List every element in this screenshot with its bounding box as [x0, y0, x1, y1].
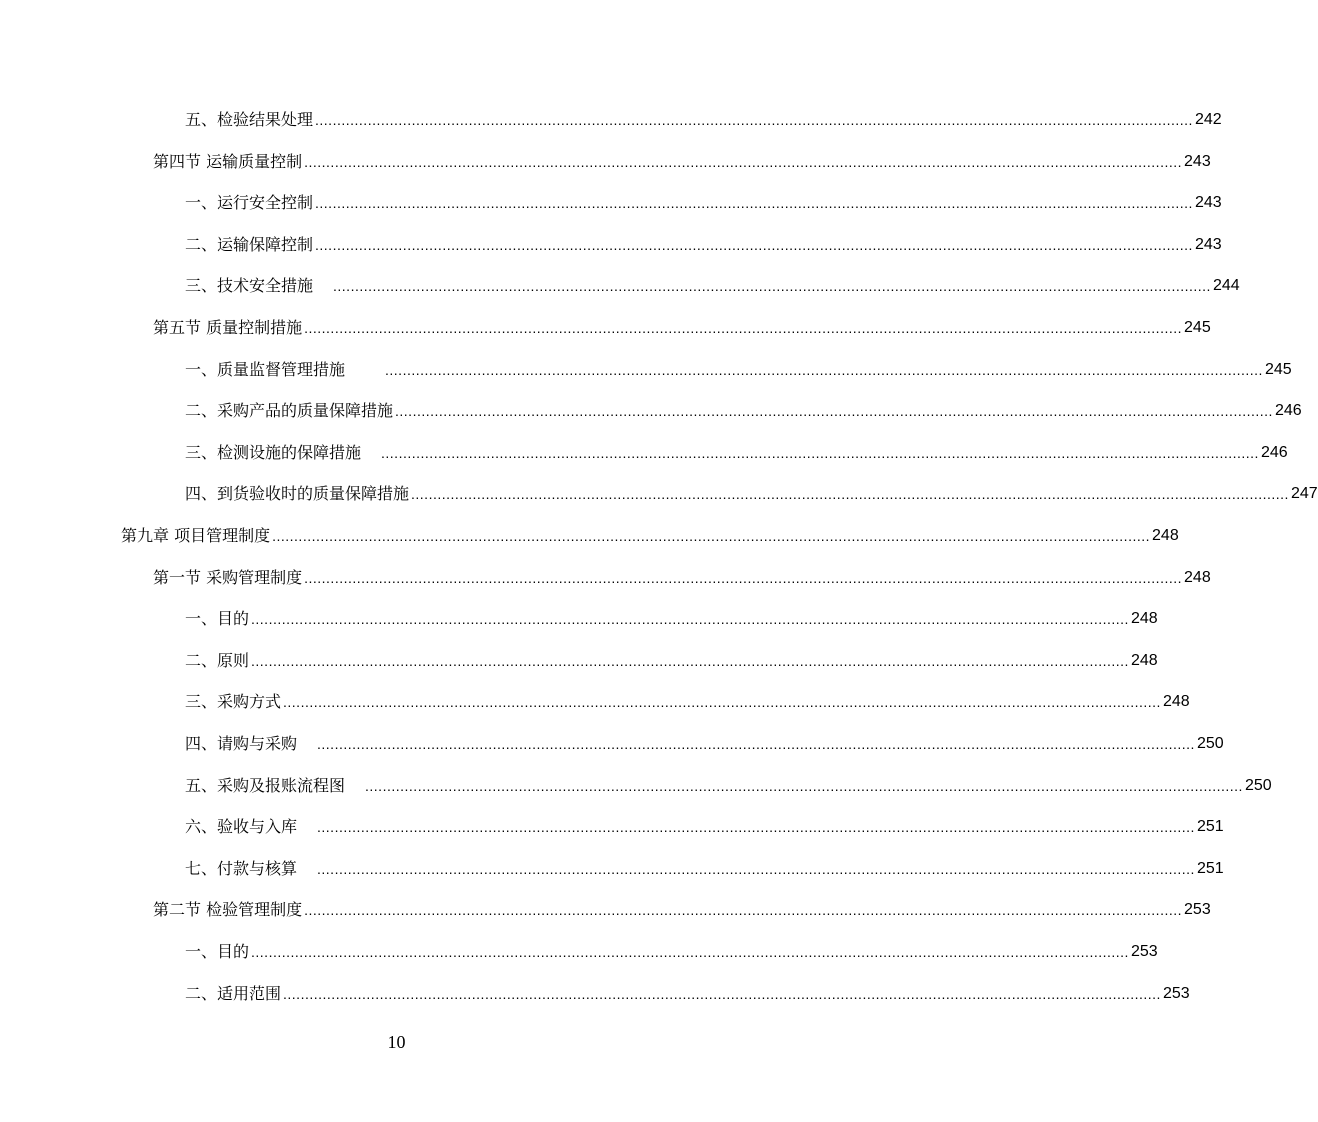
- toc-entry-page: 243: [1194, 194, 1222, 212]
- toc-entry[interactable]: [185, 936, 1158, 962]
- toc-entry[interactable]: [185, 978, 1190, 1004]
- toc-leader-dots: ........................................................................................................................................................................................................: [395, 403, 1273, 420]
- toc-leader-dots: ........................................................................................................................................................................................................: [304, 569, 1183, 586]
- toc-entry-page: 243: [1184, 152, 1211, 170]
- toc-entry-page: 248: [1162, 693, 1190, 711]
- toc-entry-page: 253: [1184, 901, 1211, 919]
- toc-entry-title: 三、检测设施的保障措施: [185, 442, 362, 462]
- toc-entry-page: 245: [1184, 319, 1211, 336]
- toc-entry-title: 七、付款与核算: [185, 858, 298, 878]
- toc-entry-title: 第一节 采购管理制度: [153, 567, 303, 587]
- toc-entry-page: 251: [1196, 859, 1224, 877]
- toc-leader-dots: ........................................................................................................................................................................................................: [317, 736, 1195, 752]
- toc-entry-title: 一、运行安全控制: [185, 193, 314, 213]
- toc-entry[interactable]: [153, 562, 1211, 588]
- toc-entry-title: 二、采购产品的质量保障措施: [185, 401, 394, 421]
- toc-entry-title: 二、适用范围: [185, 983, 282, 1003]
- toc-leader-dots: ........................................................................................................................................................................................................: [411, 486, 1289, 503]
- toc-entry[interactable]: [185, 686, 1190, 712]
- toc-entry[interactable]: [185, 187, 1222, 213]
- toc-leader-dots: ........................................................................................................................................................................................................: [283, 985, 1161, 1002]
- toc-leader-dots: ........................................................................................................................................................................................................: [304, 320, 1183, 336]
- page-number: 10: [387, 1032, 406, 1052]
- toc-entry-title: 第九章 项目管理制度: [121, 526, 271, 545]
- toc-entry[interactable]: [185, 229, 1222, 255]
- toc-entry[interactable]: [153, 312, 1211, 338]
- toc-entry[interactable]: [185, 354, 1292, 380]
- toc-entry-title: 一、质量监督管理措施: [185, 359, 346, 379]
- toc-entry-title: 第二节 检验管理制度: [153, 900, 303, 920]
- toc-leader-dots: ........................................................................................................................................................................................................: [381, 444, 1259, 461]
- toc-entry-page: 248: [1152, 527, 1179, 544]
- toc-entry-title: 二、运输保障控制: [185, 234, 314, 254]
- toc-entry-page: 250: [1196, 735, 1224, 752]
- toc-leader-dots: ........................................................................................................................................................................................................: [251, 944, 1129, 960]
- toc-leader-dots: ........................................................................................................................................................................................................: [315, 236, 1193, 253]
- toc-entry[interactable]: [185, 270, 1240, 296]
- toc-entry-title: 第四节 运输质量控制: [153, 151, 303, 171]
- toc-leader-dots: ........................................................................................................................................................................................................: [272, 528, 1151, 544]
- toc-entry-title: 三、技术安全措施: [185, 276, 314, 296]
- toc-entry-title: 五、检验结果处理: [185, 110, 314, 129]
- toc-entry-page: 248: [1130, 651, 1158, 669]
- toc-entry-page: 242: [1194, 111, 1222, 128]
- toc-entry-title: 一、目的: [185, 609, 250, 629]
- toc-leader-dots: ........................................................................................................................................................................................................: [365, 777, 1243, 794]
- toc-entry-page: 246: [1260, 443, 1288, 461]
- toc-entry[interactable]: [185, 104, 1222, 130]
- toc-entry-page: 243: [1194, 235, 1222, 253]
- toc-entry-page: 246: [1274, 402, 1302, 420]
- toc-entry-page: 248: [1184, 568, 1211, 586]
- toc-entry-title: 四、请购与采购: [185, 734, 298, 753]
- toc-entry-page: 247: [1290, 485, 1318, 503]
- toc-leader-dots: ........................................................................................................................................................................................................: [317, 819, 1195, 836]
- toc-leader-dots: ........................................................................................................................................................................................................: [304, 902, 1183, 919]
- toc-leader-dots: ........................................................................................................................................................................................................: [317, 860, 1195, 877]
- toc-leader-dots: ........................................................................................................................................................................................................: [304, 153, 1183, 170]
- toc-entry[interactable]: [185, 603, 1158, 629]
- toc-entry-page: 253: [1130, 943, 1158, 960]
- toc-entry[interactable]: [153, 894, 1211, 920]
- toc-leader-dots: ........................................................................................................................................................................................................: [251, 611, 1129, 628]
- toc-entry-page: 245: [1264, 360, 1292, 378]
- toc-entry[interactable]: [185, 811, 1224, 837]
- toc-leader-dots: ........................................................................................................................................................................................................: [333, 278, 1211, 295]
- toc-entry[interactable]: [185, 853, 1224, 879]
- toc-entry-page: 253: [1162, 984, 1190, 1002]
- toc-entry-title: 第五节 质量控制措施: [153, 318, 303, 337]
- toc-entry[interactable]: [185, 478, 1318, 504]
- toc-entry-title: 四、到货验收时的质量保障措施: [185, 484, 410, 504]
- toc-leader-dots: ........................................................................................................................................................................................................: [251, 652, 1129, 669]
- toc-entry[interactable]: [185, 770, 1272, 796]
- toc-entry-title: 五、采购及报账流程图: [185, 775, 346, 795]
- toc-entry[interactable]: [185, 728, 1224, 754]
- toc-entry[interactable]: [153, 146, 1211, 172]
- toc-entry[interactable]: [121, 520, 1179, 546]
- toc-leader-dots: ........................................................................................................................................................................................................: [283, 694, 1161, 711]
- toc-entry-page: 250: [1244, 776, 1272, 794]
- toc-leader-dots: ........................................................................................................................................................................................................: [315, 195, 1193, 212]
- toc-entry-page: 248: [1130, 610, 1158, 628]
- toc-entry[interactable]: [185, 395, 1302, 421]
- toc-entry[interactable]: [185, 437, 1288, 463]
- toc-leader-dots: ........................................................................................................................................................................................................: [385, 361, 1263, 378]
- toc-entry[interactable]: [185, 645, 1158, 671]
- toc-entry-page: 244: [1212, 277, 1240, 295]
- toc-entry-title: 三、采购方式: [185, 692, 282, 712]
- toc-entry-page: 251: [1196, 818, 1224, 836]
- toc-entry-title: 一、目的: [185, 942, 250, 961]
- toc-entry-title: 六、验收与入库: [185, 817, 298, 837]
- toc-entry-title: 二、原则: [185, 650, 250, 670]
- toc-leader-dots: ........................................................................................................................................................................................................: [315, 112, 1193, 128]
